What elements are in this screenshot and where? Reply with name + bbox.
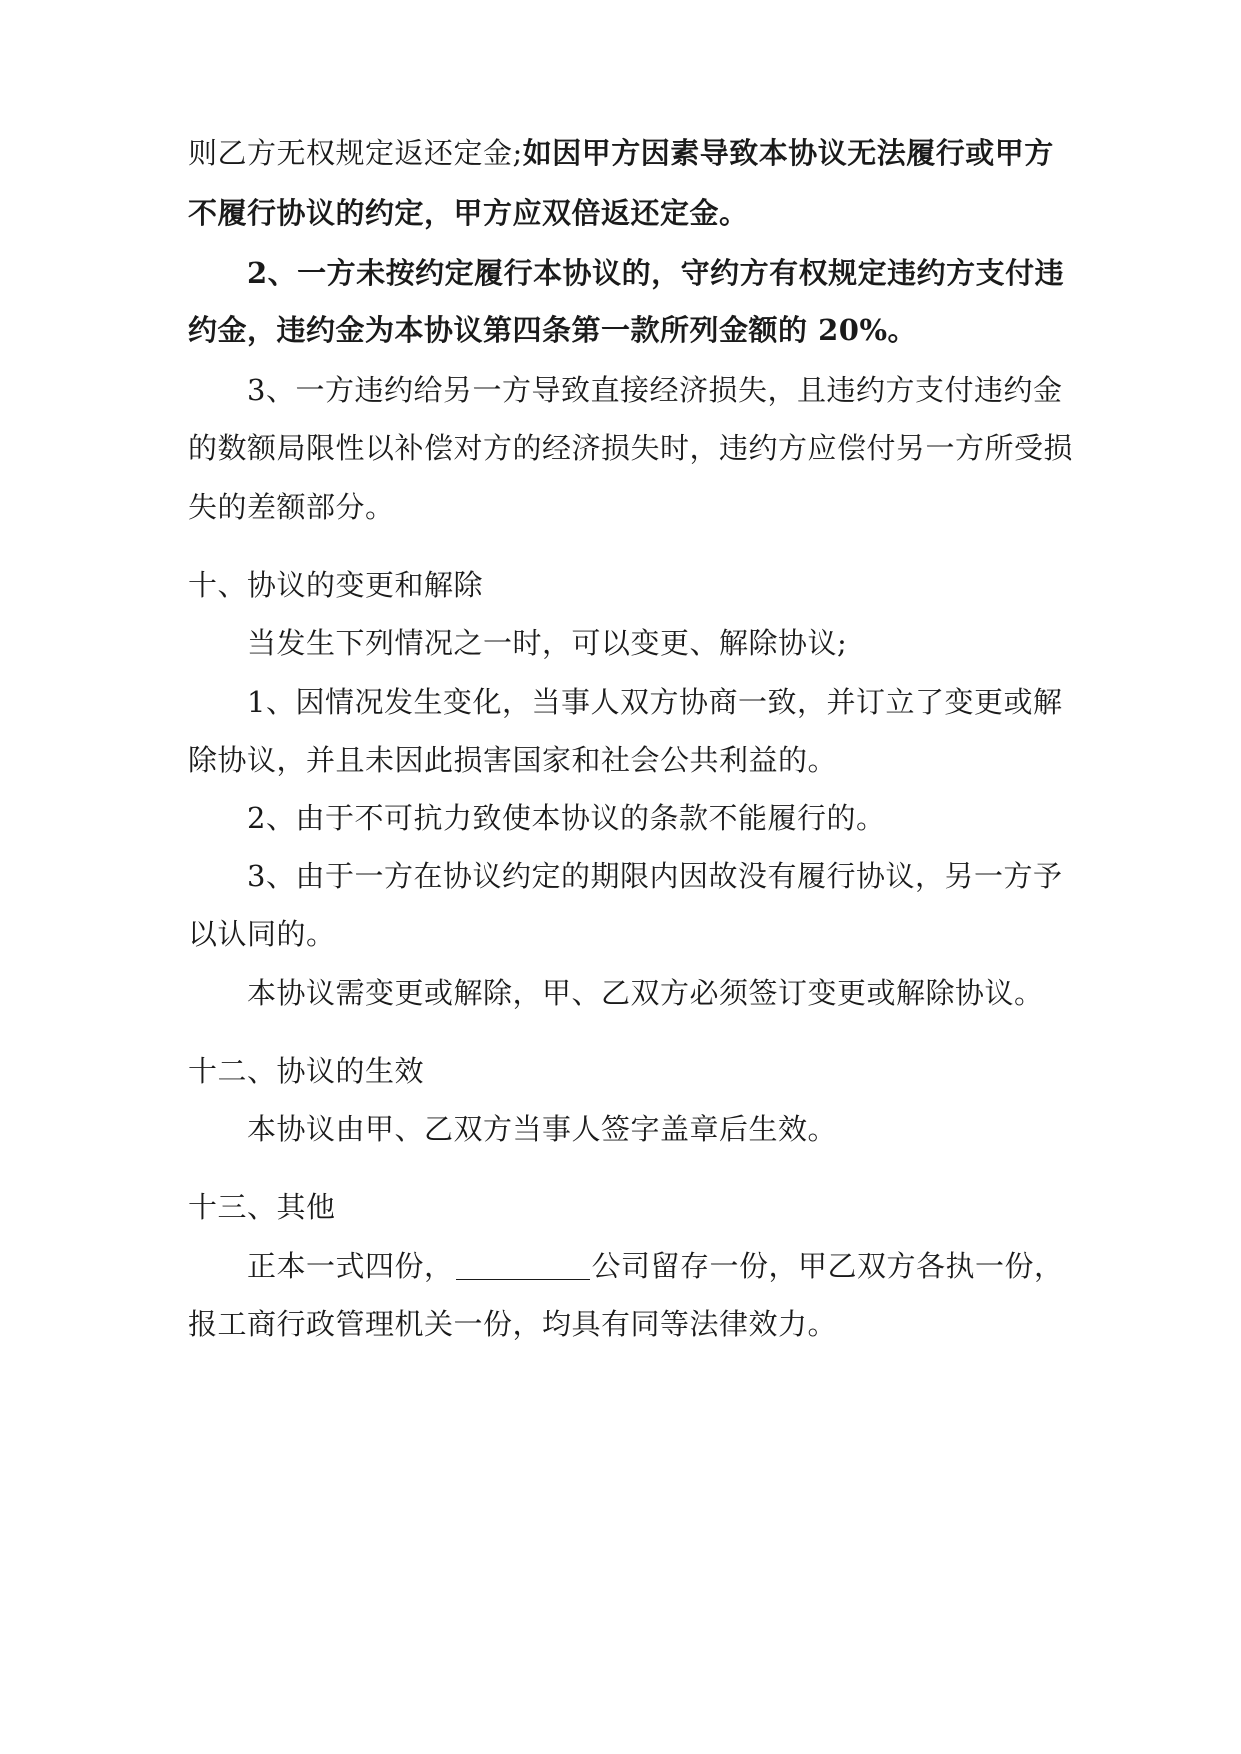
item3-line-1: 3、一方违约给另一方导致直接经济损失，且违约方支付违约金	[247, 373, 1063, 407]
section10-heading: 十、协议的变更和解除	[188, 568, 484, 602]
item2-line-2: 约金，违约金为本协议第四条第一款所列金额的 20%。	[188, 313, 918, 347]
section12-heading: 十二、协议的生效	[188, 1054, 425, 1088]
section10-closing: 本协议需变更或解除，甲、乙双方必须签订变更或解除协议。	[247, 976, 1044, 1010]
section10-clause3-line2: 以认同的。	[188, 917, 336, 951]
item3-line-2: 的数额局限性以补偿对方的经济损失时，违约方应偿付另一方所受损	[188, 431, 1074, 465]
section13-line-1	[247, 1246, 1064, 1286]
penalty-line-1-normal: 则乙方无权规定返还定金;	[188, 136, 523, 170]
penalty-line-2: 不履行协议的约定，甲方应双倍返还定金。	[188, 196, 749, 230]
section10-clause3-line1: 3、由于一方在协议约定的期限内因故没有履行协议，另一方予	[247, 859, 1063, 893]
section13-line-2: 报工商行政管理机关一份，均具有同等法律效力。	[188, 1307, 838, 1341]
section13-line-1-before: 正本一式四份，	[247, 1249, 454, 1283]
item3-line-3: 失的差额部分。	[188, 490, 395, 524]
penalty-line-1-bold: 如因甲方因素导致本协议无法履行或甲方	[522, 136, 1054, 170]
section10-clause2: 2、由于不可抗力致使本协议的条款不能履行的。	[247, 801, 886, 835]
penalty-line-1	[188, 133, 1054, 173]
section13-line-1-after: 公司留存一份，甲乙双方各执一份，	[591, 1249, 1064, 1283]
company-blank-field	[456, 1249, 590, 1280]
section10-intro: 当发生下列情况之一时，可以变更、解除协议;	[247, 626, 848, 660]
section10-clause1-line2: 除协议，并且未因此损害国家和社会公共利益的。	[188, 743, 838, 777]
section12-body: 本协议由甲、乙双方当事人签字盖章后生效。	[247, 1112, 838, 1146]
section13-heading: 十三、其他	[188, 1190, 336, 1224]
item2-line-1: 2、一方未按约定履行本协议的，守约方有权规定违约方支付违	[247, 256, 1065, 290]
section10-clause1-line1: 1、因情况发生变化，当事人双方协商一致，并订立了变更或解	[247, 685, 1063, 719]
